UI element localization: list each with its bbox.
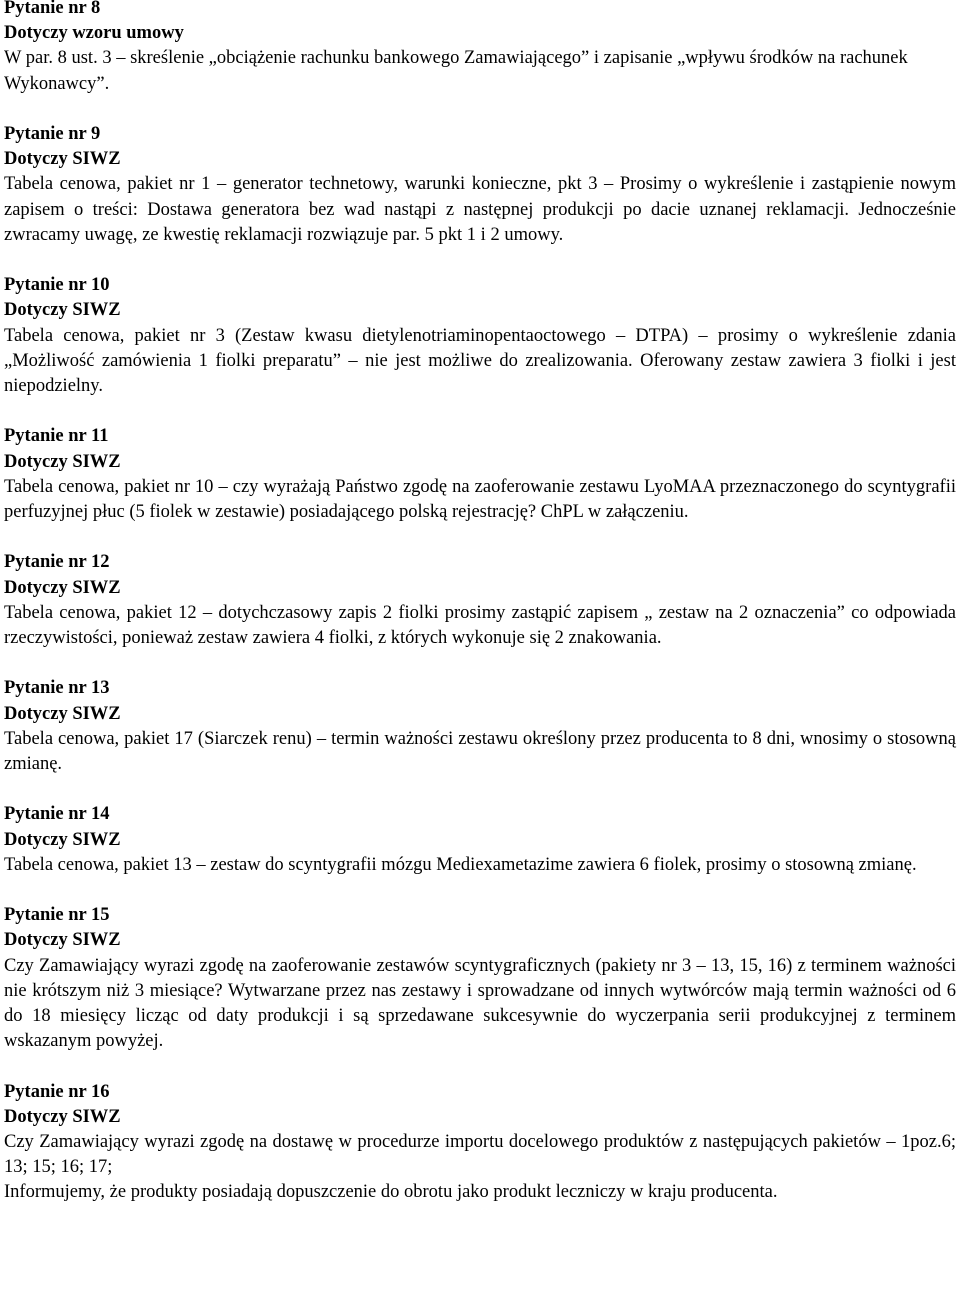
question-subject: Dotyczy SIWZ <box>4 703 121 724</box>
question-11 <box>4 424 956 525</box>
question-16 <box>4 1080 956 1206</box>
question-13 <box>4 676 956 777</box>
question-subject: Dotyczy SIWZ <box>4 577 121 598</box>
question-text: Tabela cenowa, pakiet 17 (Siarczek renu) – termin ważności zestawu określony przez producenta to 8 dni, wnosimy o stosowną zmianę. <box>4 728 956 775</box>
question-subject: Dotyczy SIWZ <box>4 930 121 951</box>
question-title: Pytanie nr 8 <box>4 0 101 18</box>
question-subject: Dotyczy SIWZ <box>4 451 121 472</box>
question-note: Informujemy, że produkty posiadają dopuszczenie do obrotu jako produkt leczniczy w kraju producenta. <box>4 1182 778 1203</box>
question-10 <box>4 273 956 399</box>
question-title: Pytanie nr 13 <box>4 678 110 699</box>
question-text: Czy Zamawiający wyrazi zgodę na dostawę w procedurze importu docelowego produktów z następujących pakietów – 1poz.6; 13; 15; 16; 17; <box>4 1132 956 1178</box>
question-text: Tabela cenowa, pakiet nr 3 (Zestaw kwasu dietylenotriaminopentaoctowego – DTPA) – prosimy o wykreślenie zdania „Możliwość zamówienia 1 fiolki preparatu” – nie jest możliwe do zrealizowania. Oferowany zestaw zawiera 3 fiolki i jest niepodzielny. <box>4 325 956 397</box>
question-title: Pytanie nr 15 <box>4 905 110 926</box>
question-title: Pytanie nr 16 <box>4 1081 110 1102</box>
question-title: Pytanie nr 10 <box>4 275 110 296</box>
question-subject: Dotyczy SIWZ <box>4 1106 121 1127</box>
question-text: Tabela cenowa, pakiet nr 1 – generator technetowy, warunki konieczne, pkt 3 – Prosimy o wykreślenie i zastąpienie nowym zapisem o treści: Dostawa generatora bez wad nastąpi z następnej produkcji po dacie uznanej reklamacji. Jednocześnie zwracamy uwagę, ze kwestię reklamacji rozwiązuje par. 5 pkt 1 i 2 umowy. <box>4 174 956 245</box>
question-subject: Dotyczy SIWZ <box>4 149 121 170</box>
question-title: Pytanie nr 12 <box>4 552 110 573</box>
question-9 <box>4 122 956 248</box>
question-15 <box>4 903 956 1054</box>
question-subject: Dotyczy SIWZ <box>4 300 121 321</box>
question-12 <box>4 550 956 651</box>
question-text: Tabela cenowa, pakiet nr 10 – czy wyrażają Państwo zgodę na zaoferowanie zestawu LyoMAA przeznaczonego do scyntygrafii perfuzyjnej płuc (5 fiolek w zestawie) posiadającego polską rejestrację? ChPL w załączeniu. <box>4 476 956 523</box>
question-title: Pytanie nr 14 <box>4 804 110 825</box>
question-text: Czy Zamawiający wyrazi zgodę na zaoferowanie zestawów scyntygraficznych (pakiety nr 3 – 13, 15, 16) z terminem ważności nie krótszym niż 3 miesiące? Wytwarzane przez nas zestawy i sprowadzane od innych wytwórców mają termin ważności od 6 do 18 miesięcy licząc od daty produkcji i są sprzedawane sukcesywnie do wyczerpania serii produkcyjnej z terminem wskazanym powyżej. <box>4 955 956 1052</box>
question-text: Tabela cenowa, pakiet 13 – zestaw do scyntygrafii mózgu Mediexametazime zawiera 6 fiolek, prosimy o stosowną zmianę. <box>4 854 917 875</box>
question-title: Pytanie nr 9 <box>4 124 101 144</box>
question-8 <box>4 0 956 97</box>
question-14 <box>4 802 956 878</box>
question-subject: Dotyczy wzoru umowy <box>4 23 184 44</box>
question-text: Tabela cenowa, pakiet 12 – dotychczasowy zapis 2 fiolki prosimy zastąpić zapisem „ zestaw na 2 oznaczenia” co odpowiada rzeczywistości, ponieważ zestaw zawiera 4 fiolki, z których wykonuje się 2 znakowania. <box>4 602 956 649</box>
question-text: W par. 8 ust. 3 – skreślenie „obciążenie rachunku bankowego Zamawiającego” i zapisanie „wpływu środków na rachunek Wykonawcy”. <box>4 48 908 94</box>
question-subject: Dotyczy SIWZ <box>4 829 121 850</box>
document-page <box>4 0 956 1231</box>
question-title: Pytanie nr 11 <box>4 426 109 447</box>
